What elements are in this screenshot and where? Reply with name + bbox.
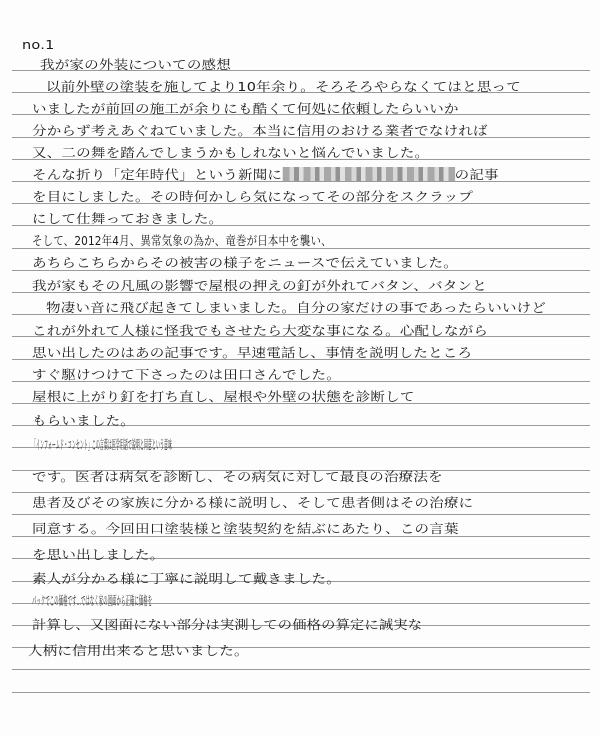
letter-line-13: 思い出したのはあの記事です。早速電話し、事情を説明したところ [32,345,473,360]
ruled-line [12,669,590,670]
letter-line-6: を目にしました。その時何かしら気になってその部分をスクラップ [32,189,474,204]
letter-line-1: 以前外壁の塗装を施してより10年余り。そろそろやらなくてはと思って [46,79,521,94]
letter-line-16: もらいました。 [32,413,135,428]
letter-line-19: 患者及びその家族に分かる様に説明し、そして患者側はその治療に [32,495,474,510]
letter-line-18: です。医者は病気を診断し、その病気に対して最良の治療法を [32,469,443,484]
letter-line-25: 人柄に信用出来ると思いました。 [28,643,249,658]
letter-line-12: これが外れて人様に怪我でもさせたら大変な事になる。心配しながら [32,323,489,338]
letter-number: no.1 [22,37,55,52]
letter-line-21: を思い出しました。 [32,547,165,562]
letter-line-4: 又、二の舞を踏んでしまうかもしれないと悩んでいました。 [32,145,430,160]
ruled-line [12,514,590,515]
letter-line-22: 素人が分かる様に丁寧に説明して戴きました。 [32,571,341,586]
letter-line-17: 「インフォームド・コンセント」この言葉は医学用語で説明と同意という意味 [32,437,172,452]
letter-line-2: いましたが前回の施工が余りにも酷くて何処に依頼したらいいか [32,101,459,116]
ruled-line [12,692,590,693]
letter-line-15: 屋根に上がり釘を打ち直し、屋根や外壁の状態を診断して [32,389,415,404]
letter-line-5-tail: の記事 [454,167,499,182]
letter-line-20: 同意する。今回田口塗装様と塗装契約を結ぶにあたり、この言葉 [32,521,459,536]
letter-line-3: 分からず考えあぐねていました。本当に信用のおける業者でなければ [32,123,488,138]
letter-line-11: 物凄い音に飛び起きてしまいました。自分の家だけの事であったらいいけど [46,300,547,315]
letter-line-5 [32,164,499,186]
letter-line-8: そして、2012年4月、異常気象の為か、竜巻が日本中を襲い、 [32,233,332,248]
letter-line-23: パックでこの価格です…ではなく家の図面から正確に価格を [32,593,153,608]
letter-line-9: あちらこちらからその被害の様子をニュースで伝えていました。 [32,255,458,270]
letter-line-7: にして仕舞っておきました。 [32,211,224,226]
redacted-name [282,167,455,181]
letter-line-10: 我が家もその凡風の影響で屋根の押えの釘が外れてバタン、バタンと [32,278,487,293]
letter-line-24: 計算し、又図面にない部分は実測しての価格の算定に誠実な [32,617,423,632]
letter-title: 我が家の外装についての感想 [40,57,231,72]
letter-line-5-text: そんな折り「定年時代」という新聞に [32,167,283,182]
letter-line-14: すぐ駆けつけて下さったのは田口さんでした。 [32,367,341,382]
